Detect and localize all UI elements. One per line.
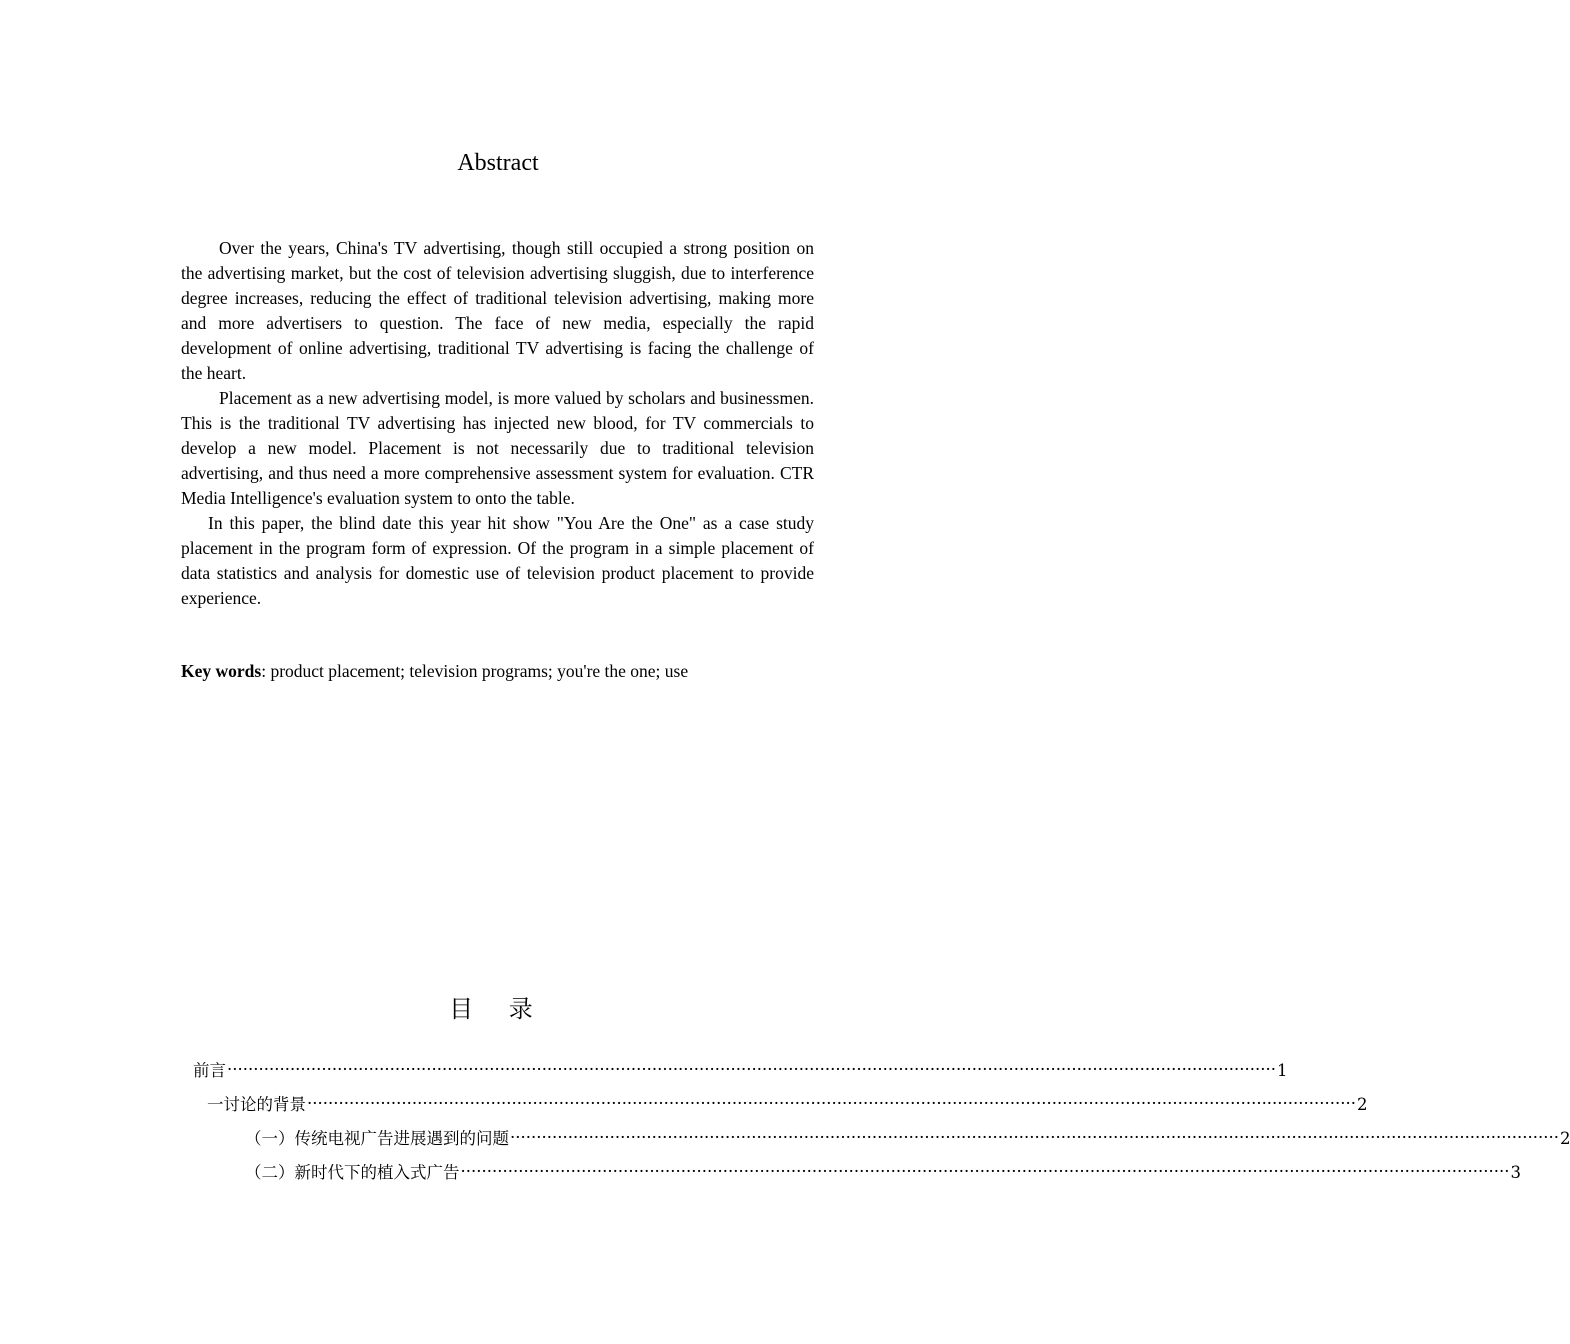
- keywords-text: : product placement; television programs; you're the one; use: [261, 661, 689, 681]
- keywords-label: Key words: [181, 661, 262, 681]
- abstract-title: Abstract: [457, 150, 539, 176]
- keywords-line: [181, 659, 814, 684]
- toc-entry-label: （二）新时代下的植入式广告: [245, 1163, 460, 1182]
- toc-entry-page: 3: [1510, 1163, 1521, 1182]
- toc-entry[interactable]: [207, 1092, 1368, 1118]
- abstract-paragraph: In this paper, the blind date this year hit show "You Are the One" as a case study placement in the program form of expression. Of the program in a simple placement of data statistics and analysis for domestic use of television product placement to provide experience.: [181, 513, 814, 608]
- toc-title: 目 录: [449, 995, 547, 1023]
- toc-entry-page: 1: [1276, 1061, 1288, 1080]
- toc-entry[interactable]: [193, 1058, 1288, 1084]
- abstract-paragraph: Placement as a new advertising model, is more valued by scholars and businessmen. This is the traditional TV advertising has injected new blood, for TV commercials to develop a new model. Placement is not necessarily due to traditional television advertising, and thus need a more comprehensive assessment system for evaluation. CTR Media Intelligence's evaluation system to onto the table.: [181, 388, 814, 508]
- toc-leader-dots: ········································································································································································································: [227, 1060, 1276, 1079]
- toc-entry-label: 讨论的背景: [223, 1095, 306, 1114]
- abstract-paragraph: Over the years, China's TV advertising, though still occupied a strong position on the advertising market, but the cost of television advertising sluggish, due to interference degree increases, reducing the effect of traditional television advertising, making more and more advertisers to question. The face of new media, especially the rapid development of online advertising, traditional TV advertising is facing the challenge of the heart.: [181, 238, 814, 383]
- toc-leader-dots: ········································································································································································································: [460, 1162, 1510, 1181]
- toc-entry-page: 2: [1559, 1129, 1570, 1148]
- toc-entry-label: （一）传统电视广告进展遇到的问题: [245, 1129, 509, 1148]
- toc-entry-number: 一: [207, 1095, 224, 1114]
- toc-leader-dots: ········································································································································································································: [510, 1128, 1559, 1147]
- toc-entry-page: 2: [1356, 1095, 1368, 1114]
- toc-entry-label: 前言: [193, 1061, 226, 1080]
- toc-entry[interactable]: [245, 1126, 1570, 1152]
- toc-entry[interactable]: [245, 1160, 1521, 1186]
- toc-leader-dots: ········································································································································································································: [307, 1094, 1356, 1113]
- abstract-body: [181, 236, 814, 611]
